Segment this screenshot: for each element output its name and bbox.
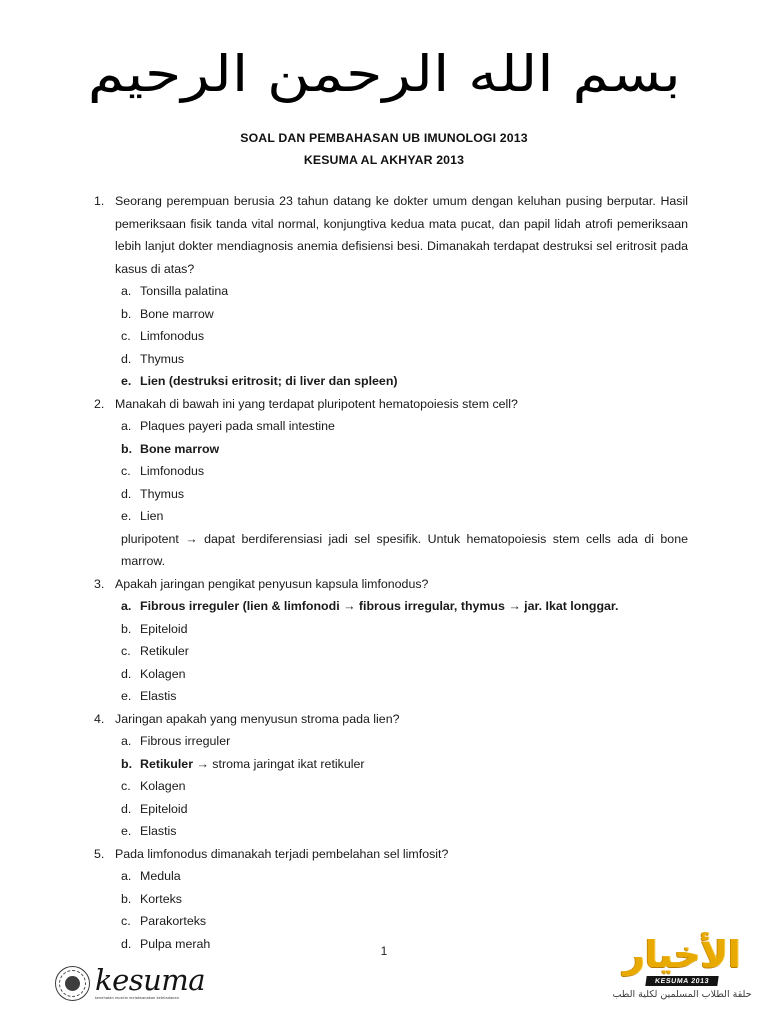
option-body — [140, 370, 688, 393]
option-item[interactable] — [88, 798, 688, 821]
option-letter: d. — [121, 351, 132, 366]
option-text: Epiteloid — [140, 621, 188, 636]
option-body — [140, 640, 688, 663]
option-body — [140, 483, 688, 506]
basmala-calligraphy — [0, 26, 768, 122]
option-letter: b. — [121, 306, 132, 321]
kesuma-logo — [55, 955, 245, 1011]
option-text: Elastis — [140, 689, 177, 703]
option-letter: c. — [121, 329, 131, 343]
option-item[interactable] — [88, 280, 688, 303]
option-item[interactable] — [88, 865, 688, 888]
option-body — [140, 280, 688, 303]
option-text: Bone marrow — [140, 306, 214, 321]
option-item[interactable] — [88, 663, 688, 686]
option-letter: d. — [121, 801, 132, 816]
question-item — [88, 393, 688, 416]
document-title-line-2: KESUMA AL AKHYAR 2013 — [303, 153, 465, 167]
option-letter: e. — [121, 824, 132, 838]
option-text: Lien — [140, 509, 164, 523]
option-item[interactable] — [88, 348, 688, 371]
al-akhyar-logo-title: الأخيار — [623, 933, 741, 976]
option-body — [140, 325, 688, 348]
option-item[interactable] — [88, 618, 688, 641]
option-text: Lien (destruksi eritrosit; di liver dan spleen) — [140, 374, 398, 388]
option-text: Fibrous irreguler — [140, 734, 231, 748]
option-list — [88, 280, 688, 393]
option-note: → stroma jaringat ikat retikuler — [193, 756, 365, 771]
option-item[interactable] — [88, 483, 688, 506]
option-text: Epiteloid — [140, 801, 188, 816]
question-number: 5. — [94, 846, 105, 861]
option-body — [140, 820, 688, 843]
option-body — [140, 505, 688, 528]
option-item[interactable] — [88, 685, 688, 708]
option-letter: e. — [121, 689, 132, 703]
option-body — [140, 753, 688, 776]
question-text: Jaringan apakah yang menyusun stroma pada lien? — [115, 711, 400, 726]
question-number: 3. — [94, 576, 105, 591]
option-body — [140, 415, 688, 438]
al-akhyar-logo — [606, 918, 758, 1018]
question-item — [88, 190, 688, 280]
option-letter: a. — [121, 734, 132, 748]
option-body — [140, 618, 688, 641]
basmala-text: بسم الله الرحمن الرحيم — [87, 45, 681, 103]
option-text: Thymus — [140, 486, 185, 501]
option-letter: a. — [121, 419, 132, 433]
option-text: Retikuler — [140, 644, 189, 658]
question-number: 4. — [94, 711, 105, 726]
question-explanation: pluripotent → dapat berdiferensiasi jadi sel spesifik. Untuk hematopoiesis stem cells ada di bone marrow. — [121, 531, 688, 568]
option-text: Parakorteks — [140, 914, 207, 928]
option-text: Tonsilla palatina — [140, 284, 229, 298]
kesuma-seal-icon — [55, 966, 90, 1001]
question-item — [88, 708, 688, 731]
option-text: Retikuler — [140, 756, 194, 771]
option-item[interactable] — [88, 438, 688, 461]
option-letter: d. — [121, 936, 132, 951]
question-text: Seorang perempuan berusia 23 tahun datang ke dokter umum dengan keluhan pusing berputar. Hasil pemeriksaan fisik tanda vital normal, konjungtiva kedua mata pucat, dan papil lidah atrofi pemeriksaan lebih lanjut dokter mendiagnosis anemia defisiensi besi. Dimanakah terdapat destruksi sel eritrosit pada kasus di atas? — [115, 194, 688, 276]
question-text: Manakah di bawah ini yang terdapat pluripotent hematopoiesis stem cell? — [115, 396, 518, 411]
kesuma-wordmark — [95, 962, 206, 1001]
question-text: Pada limfonodus dimanakah terjadi pembelahan sel limfosit? — [115, 846, 449, 861]
option-body — [140, 685, 688, 708]
option-body — [140, 460, 688, 483]
option-letter: c. — [121, 914, 131, 928]
option-item[interactable] — [88, 753, 688, 776]
option-body — [140, 798, 688, 821]
option-letter: e. — [121, 509, 132, 523]
option-item[interactable] — [88, 303, 688, 326]
option-letter: b. — [121, 756, 133, 771]
option-letter: c. — [121, 644, 131, 658]
option-item[interactable] — [88, 370, 688, 393]
kesuma-logo-tagline: kesehatan muslim melaksanakan keteladanan — [95, 995, 179, 1000]
option-list — [88, 415, 688, 528]
option-item[interactable] — [88, 505, 688, 528]
option-body — [140, 730, 688, 753]
option-text: Thymus — [140, 351, 185, 366]
option-body — [140, 888, 688, 911]
question-text: Apakah jaringan pengikat penyusun kapsula limfonodus? — [115, 576, 429, 591]
option-letter: c. — [121, 464, 131, 478]
option-body — [140, 348, 688, 371]
option-text: Limfonodus — [140, 464, 205, 478]
kesuma-logo-name: kesuma — [95, 962, 206, 997]
al-akhyar-logo-band: KESUMA 2013 — [645, 976, 719, 986]
option-list — [88, 595, 688, 708]
option-body — [140, 865, 688, 888]
question-list — [88, 190, 688, 955]
option-item[interactable] — [88, 595, 688, 618]
option-item[interactable] — [88, 730, 688, 753]
option-text: Medula — [140, 869, 181, 883]
option-text: Bone marrow — [140, 441, 220, 456]
option-letter: b. — [121, 891, 132, 906]
option-body — [140, 595, 688, 618]
option-item[interactable] — [88, 775, 688, 798]
option-text: Fibrous irreguler (lien & limfonodi → fibrous irregular, thymus → jar. Ikat longgar. — [140, 599, 619, 613]
option-letter: d. — [121, 486, 132, 501]
option-text: Kolagen — [140, 779, 186, 793]
option-text: Kolagen — [140, 666, 186, 681]
option-list — [88, 865, 688, 955]
option-letter: d. — [121, 666, 132, 681]
option-item[interactable] — [88, 460, 688, 483]
question-number: 1. — [94, 194, 105, 208]
option-letter: b. — [121, 441, 133, 456]
option-item[interactable] — [88, 888, 688, 911]
option-letter: e. — [121, 374, 132, 388]
option-body — [140, 438, 688, 461]
option-text: Elastis — [140, 824, 177, 838]
option-body — [140, 303, 688, 326]
option-letter: a. — [121, 599, 132, 613]
option-item[interactable] — [88, 415, 688, 438]
option-item[interactable] — [88, 820, 688, 843]
option-text: Plaques payeri pada small intestine — [140, 419, 335, 433]
option-text: Pulpa merah — [140, 936, 211, 951]
option-letter: c. — [121, 779, 131, 793]
document-title-line-1: SOAL DAN PEMBAHASAN UB IMUNOLOGI 2013 — [240, 131, 528, 145]
option-body — [140, 775, 688, 798]
option-body — [140, 663, 688, 686]
option-letter: a. — [121, 284, 132, 298]
page-number: 1 — [380, 944, 388, 958]
option-item[interactable] — [88, 325, 688, 348]
question-item — [88, 573, 688, 596]
option-text: Limfonodus — [140, 329, 205, 343]
option-item[interactable] — [88, 910, 688, 933]
question-number: 2. — [94, 396, 105, 411]
option-list — [88, 730, 688, 843]
option-item[interactable] — [88, 640, 688, 663]
option-text: Korteks — [140, 891, 183, 906]
option-letter: b. — [121, 621, 132, 636]
al-akhyar-logo-subtitle: حلقة الطلاب المسلمين لكلية الطب — [612, 989, 752, 1000]
option-letter: a. — [121, 869, 132, 883]
question-item — [88, 843, 688, 866]
